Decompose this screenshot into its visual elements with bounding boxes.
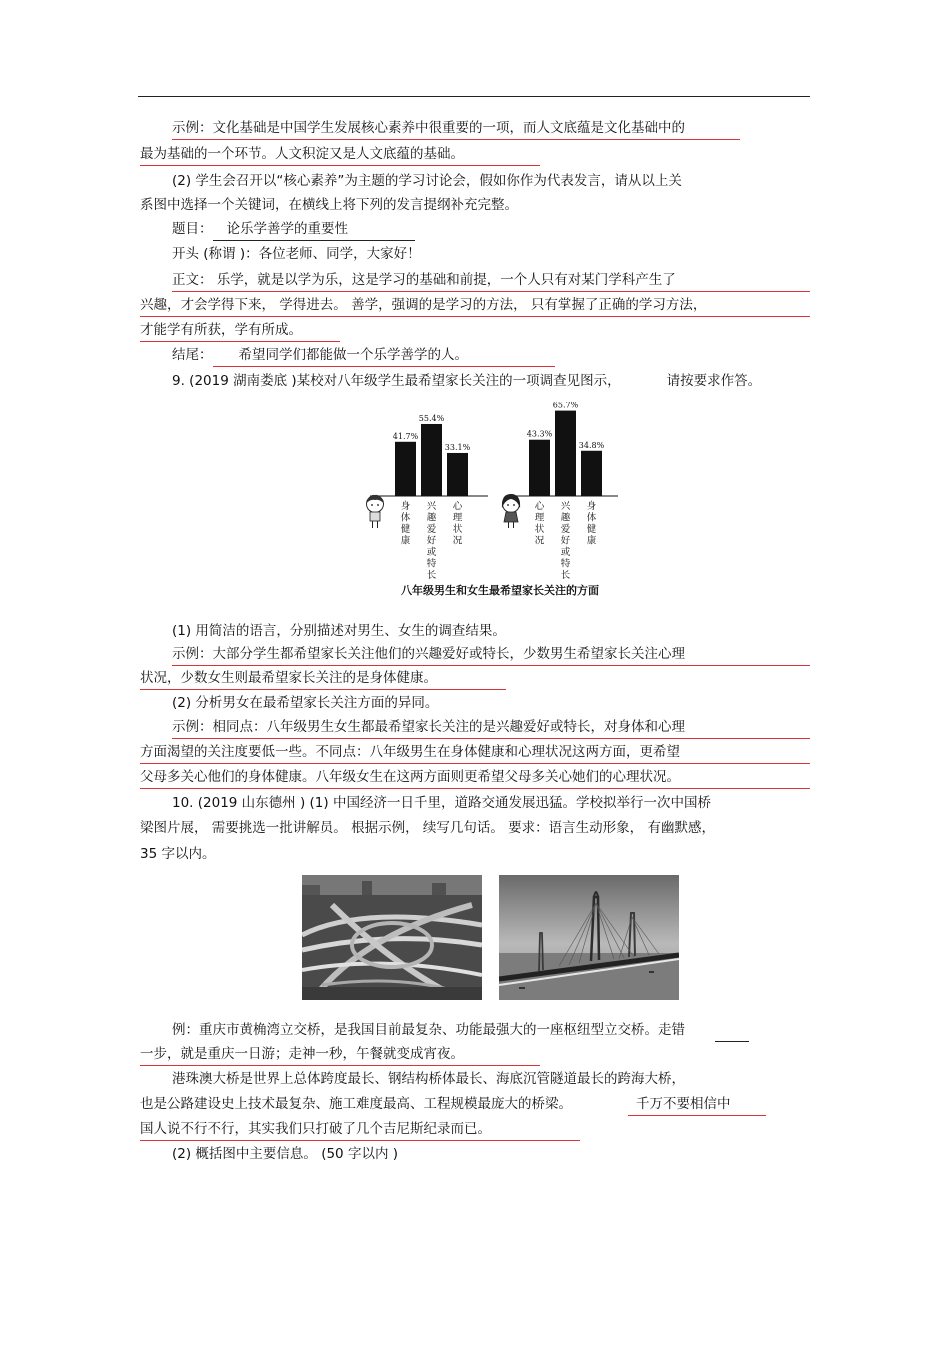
hzm-bridge-photo <box>499 875 679 1000</box>
answer-9-2-line-3: 父母多关心他们的身体健康。八年级女生在这两方面则更希望父母多关心她们的心理状况。 <box>140 768 810 789</box>
boy-figure-icon <box>367 495 384 528</box>
boys-bar <box>447 453 468 496</box>
question-9-2: (2) 分析男女在最希望家长关注方面的异同。 <box>172 695 439 711</box>
boys-bar <box>421 424 442 496</box>
answer-9-2-line-2: 方面渴望的关注度要低一些。不同点：八年级男生在身体健康和心理状况这两方面，更希望 <box>140 743 810 764</box>
speech-title: 题目： 论乐学善学的重要性 <box>172 220 415 241</box>
survey-chart <box>360 402 620 612</box>
chart-figure-title: 八年级男生和女生最希望家长关注的方面 <box>401 584 599 597</box>
header-rule <box>138 96 810 97</box>
interchange-bridge-photo <box>302 875 482 1000</box>
question-9-stem: 9. (2019 湖南娄底 )某校对八年级学生最希望家长关注的一项调查见图示， 请按要求作答。 <box>172 373 762 389</box>
example-line-1: 示例：文化基础是中国学生发展核心素养中很重要的一项，而人文底蕴是文化基础中的 <box>172 119 740 140</box>
boys-category-label: 心理状况 <box>452 501 463 547</box>
speech-opening: 开头 (称谓 )：各位老师、同学，大家好！ <box>172 246 421 262</box>
example-10-line-2: 一步，就是重庆一日游；走神一秒，午餐就变成宵夜。 <box>140 1045 540 1066</box>
girl-figure-icon <box>502 494 520 528</box>
girls-value-label: 34.8% <box>578 440 605 450</box>
question-10-stem-line-3: 35 字以内。 <box>140 846 216 862</box>
answer-10-line-2: 国人说不行不行，其实我们只打破了几个吉尼斯纪录而已。 <box>140 1120 580 1141</box>
question-9-1: (1) 用简洁的语言，分别描述对男生、女生的调查结果。 <box>172 623 506 639</box>
girls-bar <box>555 411 576 496</box>
survey-chart-svg <box>360 402 620 612</box>
girls-value-label: 43.3% <box>526 429 553 439</box>
example-line-2: 最为基础的一个环节。人文积淀又是人文底蕴的基础。 <box>140 145 540 166</box>
speech-body-line-3: 才能学有所获，学有所成。 <box>140 321 340 342</box>
answer-9-2-line-1: 示例：相同点：八年级男生女生都最希望家长关注的是兴趣爱好或特长，对身体和心理 <box>172 718 810 739</box>
hzm-description-line-2: 也是公路建设史上技术最复杂、施工难度最高、工程规模最庞大的桥梁。 千万不要相信中 <box>140 1095 766 1116</box>
hzm-description-line-1: 港珠澳大桥是世界上总体跨度最长、钢结构桥体最长、海底沉管隧道最长的跨海大桥， <box>172 1071 685 1087</box>
girls-category-label: 兴趣爱好或特长 <box>560 501 571 581</box>
speech-body-line-2: 兴趣，才会学得下来， 学得进去。 善学，强调的是学习的方法， 只有掌握了正确的学习方法， <box>140 296 810 317</box>
question-10-stem-line-1: 10. (2019 山东德州 ) (1) 中国经济一日千里，道路交通发展迅猛。学校拟举行一次中国桥 <box>172 795 711 811</box>
answer-9-1-line-2: 状况，少数女生则最希望家长关注的是身体健康。 <box>140 669 506 690</box>
girls-chart <box>506 402 618 581</box>
boys-category-label: 兴趣爱好或特长 <box>426 501 437 581</box>
question-8-2-line-2: 系图中选择一个关键词，在横线上将下列的发言提纲补充完整。 <box>140 197 518 213</box>
girls-category-label: 心理状况 <box>534 501 545 547</box>
answer-9-1-line-1: 示例：大部分学生都希望家长关注他们的兴趣爱好或特长，少数男生希望家长关注心理 <box>172 645 810 666</box>
girls-value-label: 65.7% <box>552 402 579 410</box>
boys-value-label: 41.7% <box>392 431 419 441</box>
speech-ending: 结尾： 希望同学们都能做一个乐学善学的人。 <box>172 346 555 367</box>
boys-category-label: 身体健康 <box>400 501 411 547</box>
boys-value-label: 33.1% <box>444 442 471 452</box>
girls-bar <box>581 451 602 496</box>
girls-bar <box>529 440 550 496</box>
boys-bar <box>395 442 416 496</box>
boys-chart <box>370 414 488 581</box>
example-10-line-1: 例：重庆市黄桷湾立交桥，是我国目前最复杂、功能最强大的一座枢纽型立交桥。走错 <box>172 1021 749 1042</box>
question-8-2-line-1: (2) 学生会召开以“核心素养”为主题的学习讨论会，假如你作为代表发言，请从以上关 <box>172 173 682 189</box>
question-10-stem-line-2: 梁图片展， 需要挑选一批讲解员。 根据示例， 续写几句话。 要求：语言生动形象， 有幽默感， <box>140 820 715 836</box>
boys-value-label: 55.4% <box>418 413 445 423</box>
speech-body-line-1: 正文： 乐学，就是以学为乐，这是学习的基础和前提，一个人只有对某门学科产生了 <box>172 271 810 292</box>
girls-category-label: 身体健康 <box>586 501 597 547</box>
question-10-2: (2) 概括图中主要信息。 (50 字以内 ) <box>172 1146 398 1162</box>
